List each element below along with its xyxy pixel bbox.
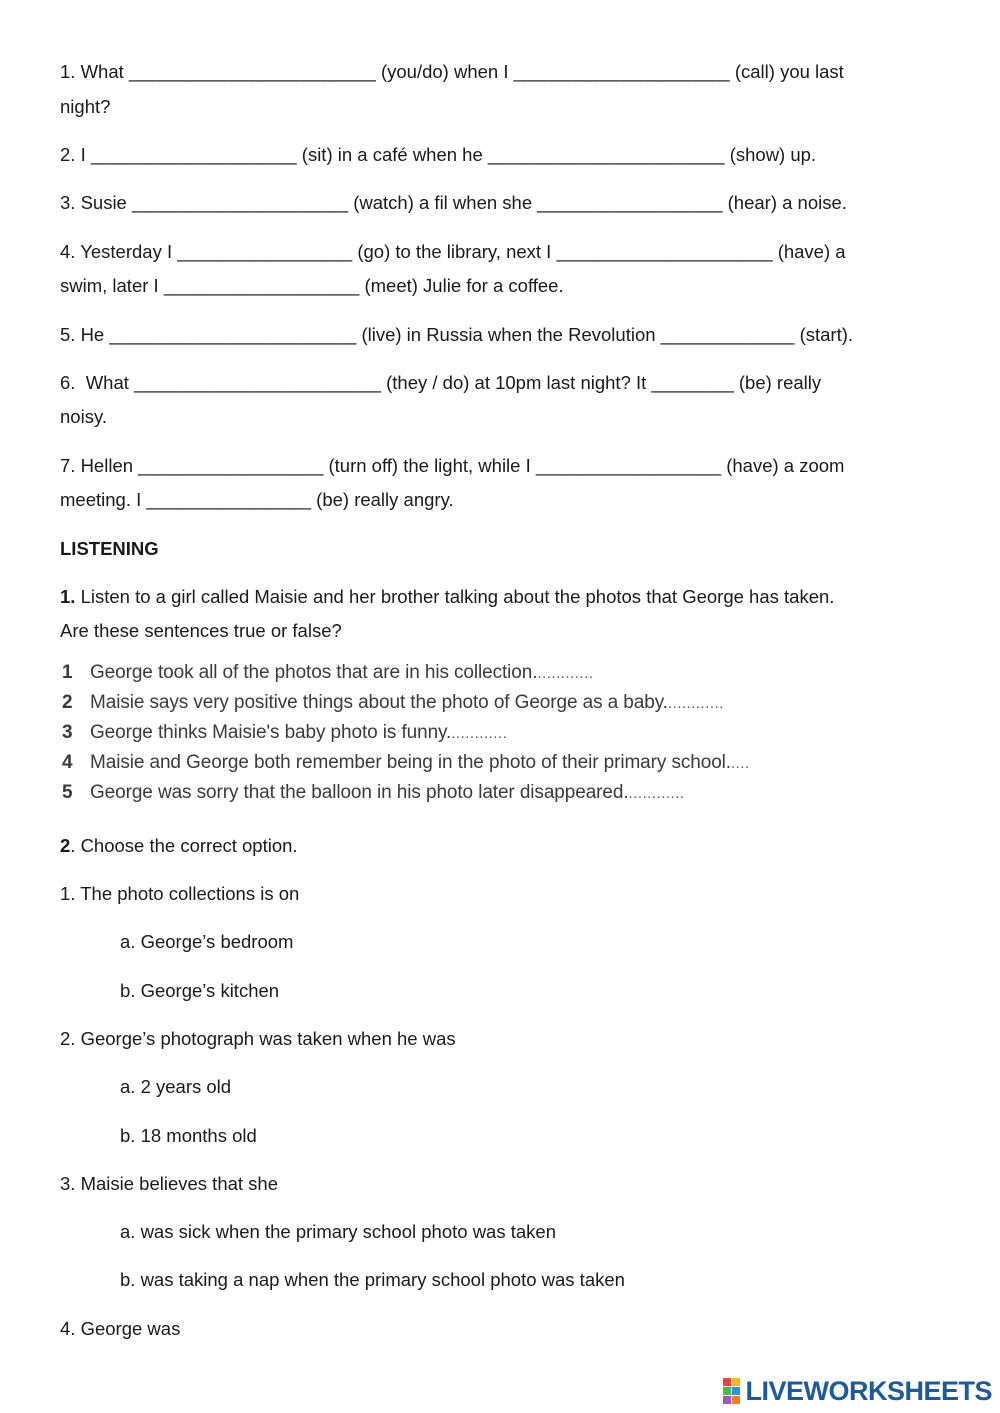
- question-1-line: [60, 61, 844, 83]
- statement-number: 2: [62, 692, 73, 713]
- statement-text: George thinks Maisie's baby photo is funny.: [90, 722, 452, 743]
- logo-text: LIVEWORKSHEETS: [745, 1375, 992, 1406]
- question-3-mid: (watch) a fil when she: [353, 192, 533, 213]
- task-2-number: 2: [60, 835, 71, 856]
- question-3-suffix: (hear) a noise.: [727, 192, 847, 213]
- answer-blank[interactable]: __________________: [138, 455, 324, 476]
- question-3-line: [60, 192, 847, 214]
- question-6-suffix: (be) really: [738, 372, 822, 393]
- logo-block: [732, 1378, 740, 1386]
- statement-number: 5: [62, 782, 73, 803]
- statement-text: Maisie and George both remember being in the photo of their primary school.: [90, 752, 731, 773]
- question-6-end: noisy.: [60, 406, 107, 427]
- question-7-mid: (turn off) the light, while I: [328, 455, 531, 476]
- mc-option[interactable]: a. 2 years old: [120, 1076, 232, 1097]
- answer-blank[interactable]: __________________: [535, 455, 722, 476]
- answer-blank[interactable]: _____________: [660, 324, 795, 345]
- question-1-end: night?: [60, 96, 111, 117]
- question-3-prefix: 3. Susie: [60, 192, 127, 213]
- question-7-prefix: 7. Hellen: [60, 455, 134, 476]
- task-1-number: 1.: [60, 586, 76, 607]
- logo-block: [723, 1396, 731, 1404]
- statement-number: 3: [62, 722, 73, 743]
- answer-blank[interactable]: __________________: [537, 192, 723, 213]
- task-2-instruction: [60, 835, 298, 857]
- section-heading-listening: LISTENING: [60, 538, 159, 559]
- question-7-continuation: [60, 489, 454, 511]
- question-4-cont-prefix: swim, later I: [60, 275, 159, 296]
- answer-dots[interactable]: ............: [667, 695, 724, 712]
- statement-text: George took all of the photos that are in his collection.: [90, 662, 538, 683]
- question-6-prefix: 6. What: [60, 372, 129, 393]
- logo-block: [723, 1387, 731, 1395]
- answer-blank[interactable]: _____________________: [132, 192, 349, 213]
- mc-question-4: 4. George was: [60, 1318, 181, 1339]
- statement-text: Maisie says very positive things about the photo of George as a baby.: [90, 692, 668, 713]
- question-5-suffix: (start).: [799, 324, 854, 345]
- question-2-line: [60, 144, 816, 166]
- statement-4: [62, 752, 750, 775]
- mc-option[interactable]: b. 18 months old: [120, 1125, 257, 1146]
- question-7-line: [60, 455, 844, 477]
- question-1-mid: (you/do) when I: [380, 61, 509, 82]
- question-1-prefix: 1. What: [60, 61, 124, 82]
- answer-blank[interactable]: ________________: [146, 489, 312, 510]
- question-6-mid: (they / do) at 10pm last night? It: [386, 372, 647, 393]
- logo-block: [732, 1387, 740, 1395]
- statement-1: [62, 662, 593, 685]
- answer-dots[interactable]: ............: [537, 665, 594, 682]
- question-1-suffix: (call) you last: [734, 61, 844, 82]
- statement-number: 4: [62, 752, 73, 773]
- answer-blank[interactable]: _________________: [177, 241, 353, 262]
- statement-3: [62, 722, 507, 745]
- task-2-text: . Choose the correct option.: [70, 835, 298, 856]
- answer-dots[interactable]: ............: [451, 725, 508, 742]
- question-7-suffix: (have) a zoom: [726, 455, 845, 476]
- liveworksheets-logo[interactable]: [723, 1375, 992, 1407]
- logo-block: [732, 1396, 740, 1404]
- mc-question-2: 2. George’s photograph was taken when he was: [60, 1028, 456, 1049]
- question-5-mid: (live) in Russia when the Revolution: [361, 324, 656, 345]
- answer-blank[interactable]: _____________________: [513, 61, 730, 82]
- mc-option[interactable]: b. was taking a nap when the primary school photo was taken: [120, 1269, 625, 1290]
- answer-blank[interactable]: ________________________: [128, 61, 376, 82]
- question-2-suffix: (show) up.: [729, 144, 817, 165]
- question-4-mid: (go) to the library, next I: [357, 241, 552, 262]
- task-1-instruction: [60, 586, 834, 608]
- question-6-line: [60, 372, 821, 394]
- mc-option[interactable]: a. George’s bedroom: [120, 931, 294, 952]
- mc-option[interactable]: a. was sick when the primary school photo was taken: [120, 1221, 556, 1242]
- question-7-cont-prefix: meeting. I: [60, 489, 142, 510]
- answer-blank[interactable]: ________________________: [109, 324, 357, 345]
- answer-blank[interactable]: ___________________: [163, 275, 360, 296]
- answer-blank[interactable]: _____________________: [556, 241, 773, 262]
- logo-block: [723, 1378, 731, 1386]
- question-2-prefix: 2. I: [60, 144, 86, 165]
- task-1-instruction-cont: Are these sentences true or false?: [60, 620, 342, 641]
- question-4-prefix: 4. Yesterday I: [60, 241, 173, 262]
- mc-question-3: 3. Maisie believes that she: [60, 1173, 279, 1194]
- mc-option[interactable]: b. George’s kitchen: [120, 980, 280, 1001]
- statement-2: [62, 692, 724, 715]
- question-4-suffix: (have) a: [777, 241, 846, 262]
- answer-dots[interactable]: ............: [628, 785, 685, 802]
- task-1-text: Listen to a girl called Maisie and her brother talking about the photos that George has taken.: [75, 586, 835, 607]
- question-1-continuation: [60, 96, 110, 118]
- question-7-cont-suffix: (be) really angry.: [316, 489, 454, 510]
- question-4-cont-suffix: (meet) Julie for a coffee.: [364, 275, 564, 296]
- question-4-line: [60, 241, 846, 263]
- question-2-mid: (sit) in a café when he: [301, 144, 483, 165]
- question-5-prefix: 5. He: [60, 324, 105, 345]
- statement-text: George was sorry that the balloon in his photo later disappeared.: [90, 782, 629, 803]
- statement-5: [62, 782, 685, 805]
- answer-dots[interactable]: ....: [730, 755, 750, 772]
- logo-blocks-icon: [723, 1378, 740, 1404]
- statement-number: 1: [62, 662, 73, 683]
- answer-blank[interactable]: ________: [651, 372, 734, 393]
- answer-blank[interactable]: _______________________: [487, 144, 725, 165]
- question-5-line: [60, 324, 853, 346]
- mc-question-1: 1. The photo collections is on: [60, 883, 300, 904]
- question-6-continuation: [60, 406, 107, 428]
- answer-blank[interactable]: ________________________: [134, 372, 381, 393]
- answer-blank[interactable]: ____________________: [90, 144, 297, 165]
- question-4-continuation: [60, 275, 564, 297]
